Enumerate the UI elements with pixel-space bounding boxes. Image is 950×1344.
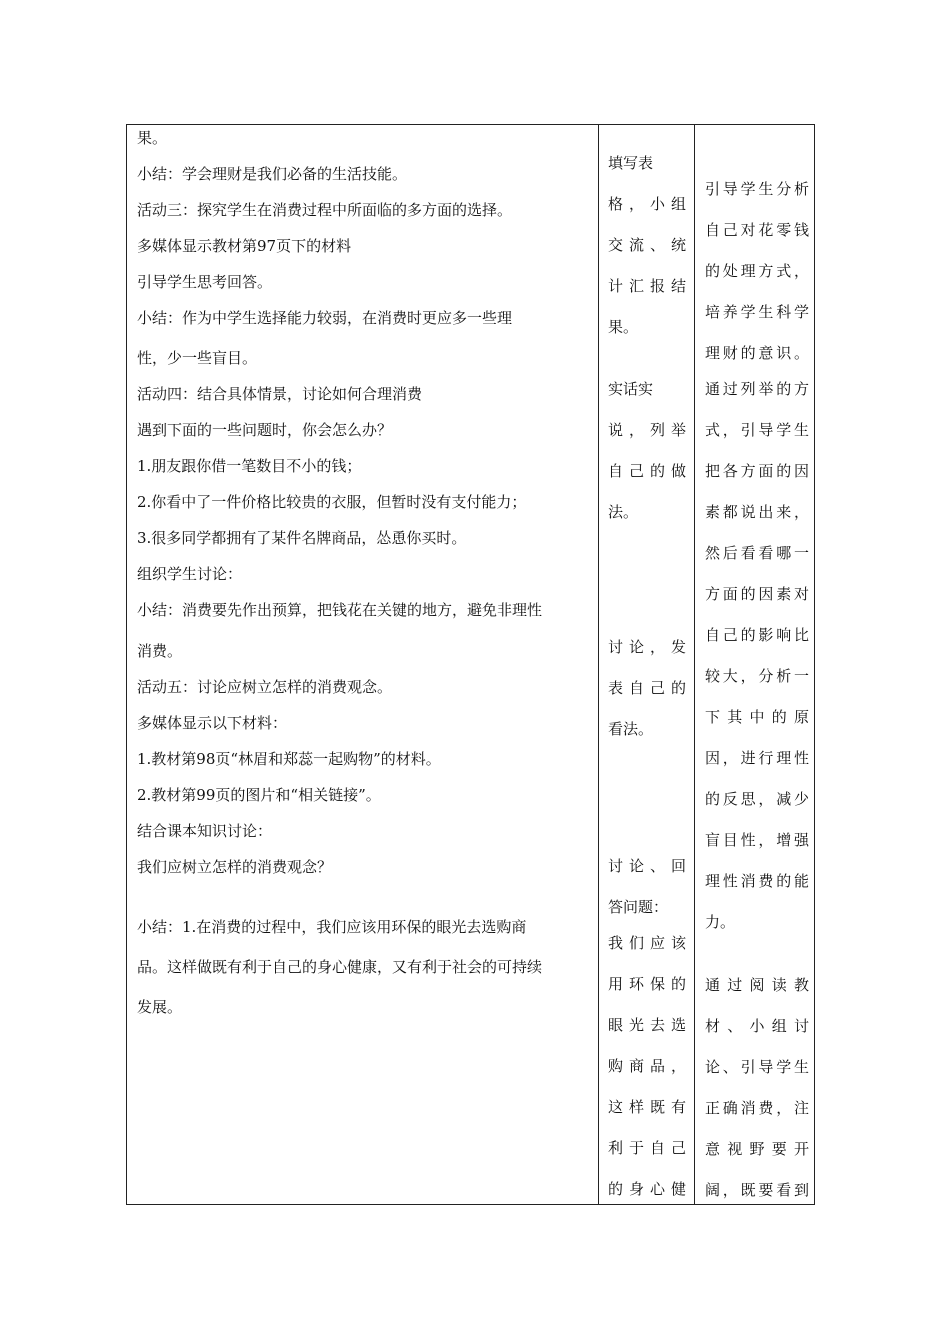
text-line: 下 其 中 的 原 (705, 708, 809, 726)
column-divider (694, 125, 695, 1204)
text-line: 组织学生讨论： (137, 565, 243, 583)
text-line: 填写表 (608, 154, 654, 172)
text-line: 果。 (137, 129, 168, 147)
text-line: 自 己 的 影 响 比 (705, 626, 809, 644)
text-line: 品。这样做既有利于自己的身心健康，又有利于社会的可持续 (137, 958, 543, 976)
text-line: 力。 (705, 913, 736, 931)
text-line: 讨 论 ， 发 (608, 638, 686, 656)
text-line: 式 ， 引 导 学 生 (705, 421, 809, 439)
text-line: 讨 论 、 回 (608, 857, 686, 875)
text-line: 通 过 列 举 的 方 (705, 380, 809, 398)
text-line: 1.教材第98页“林眉和郑蕊一起购物”的材料。 (137, 750, 441, 768)
text-line: 遇到下面的一些问题时，你会怎么办？ (137, 421, 393, 439)
text-line: 消费。 (137, 642, 183, 660)
text-line: 材 、 小 组 讨 (705, 1017, 809, 1035)
text-line: 自 己 对 花 零 钱 (705, 221, 809, 239)
text-line: 多媒体显示以下材料： (137, 714, 288, 732)
text-line: 的 身 心 健 (608, 1180, 686, 1198)
text-line: 发展。 (137, 998, 183, 1016)
text-line: 正 确 消 费 ， 注 (705, 1099, 809, 1117)
text-line: 活动五：讨论应树立怎样的消费观念。 (137, 678, 393, 696)
text-line: 计 汇 报 结 (608, 277, 686, 295)
text-line: 交 流 、 统 (608, 236, 686, 254)
text-line: 1.朋友跟你借一笔数目不小的钱； (137, 457, 362, 475)
text-line: 眼 光 去 选 (608, 1016, 686, 1034)
text-line: 引导学生思考回答。 (137, 273, 273, 291)
text-line: 盲 目 性 ， 增 强 (705, 831, 809, 849)
text-line: 的 反 思 ， 减 少 (705, 790, 809, 808)
lesson-plan-table (126, 124, 815, 1205)
text-line: 性，少一些盲目。 (137, 349, 258, 367)
text-line: 理 性 消 费 的 能 (705, 872, 809, 890)
text-line: 实话实 (608, 380, 654, 398)
text-line: 表 自 己 的 (608, 679, 686, 697)
text-line: 答问题： (608, 898, 669, 916)
text-line: 用 环 保 的 (608, 975, 686, 993)
column-divider (598, 125, 599, 1204)
text-line: 2.你看中了一件价格比较贵的衣服，但暂时没有支付能力； (137, 493, 527, 511)
text-line: 通 过 阅 读 教 (705, 976, 809, 994)
text-line: 法。 (608, 503, 639, 521)
text-line: 小结：作为中学生选择能力较弱，在消费时更应多一些理 (137, 309, 513, 327)
text-line: 说 ， 列 举 (608, 421, 686, 439)
text-line: 然 后 看 看 哪 一 (705, 544, 809, 562)
text-line: 的 处 理 方 式 ， (705, 262, 809, 280)
text-line: 这 样 既 有 (608, 1098, 686, 1116)
text-line: 购 商 品 ， (608, 1057, 686, 1075)
text-line: 意 视 野 要 开 (705, 1140, 809, 1158)
text-line: 我 们 应 该 (608, 934, 686, 952)
text-line: 论 、 引 导 学 生 (705, 1058, 809, 1076)
text-line: 看法。 (608, 720, 654, 738)
text-line: 引 导 学 生 分 析 (705, 180, 809, 198)
text-line: 果。 (608, 318, 639, 336)
text-line: 活动三：探究学生在消费过程中所面临的多方面的选择。 (137, 201, 513, 219)
text-line: 素 都 说 出 来 ， (705, 503, 809, 521)
text-line: 阔 ， 既 要 看 到 (705, 1181, 809, 1199)
text-line: 格 ， 小 组 (608, 195, 686, 213)
text-line: 把 各 方 面 的 因 (705, 462, 809, 480)
text-line: 小结：学会理财是我们必备的生活技能。 (137, 165, 408, 183)
text-line: 我们应树立怎样的消费观念？ (137, 858, 333, 876)
text-line: 小结：1.在消费的过程中，我们应该用环保的眼光去选购商 (137, 918, 527, 936)
text-line: 培 养 学 生 科 学 (705, 303, 809, 321)
text-line: 较 大 ， 分 析 一 (705, 667, 809, 685)
text-line: 方 面 的 因 素 对 (705, 585, 809, 603)
text-line: 活动四：结合具体情景，讨论如何合理消费 (137, 385, 423, 403)
text-line: 结合课本知识讨论： (137, 822, 273, 840)
text-line: 利 于 自 己 (608, 1139, 686, 1157)
text-line: 多媒体显示教材第97页下的材料 (137, 237, 352, 255)
text-line: 小结：消费要先作出预算，把钱花在关键的地方，避免非理性 (137, 601, 543, 619)
text-line: 3.很多同学都拥有了某件名牌商品，怂恿你买时。 (137, 529, 467, 547)
text-line: 2.教材第99页的图片和“相关链接”。 (137, 786, 381, 804)
text-line: 因 ， 进 行 理 性 (705, 749, 809, 767)
text-line: 理 财 的 意 识 。 (705, 344, 809, 362)
text-line: 自 己 的 做 (608, 462, 686, 480)
